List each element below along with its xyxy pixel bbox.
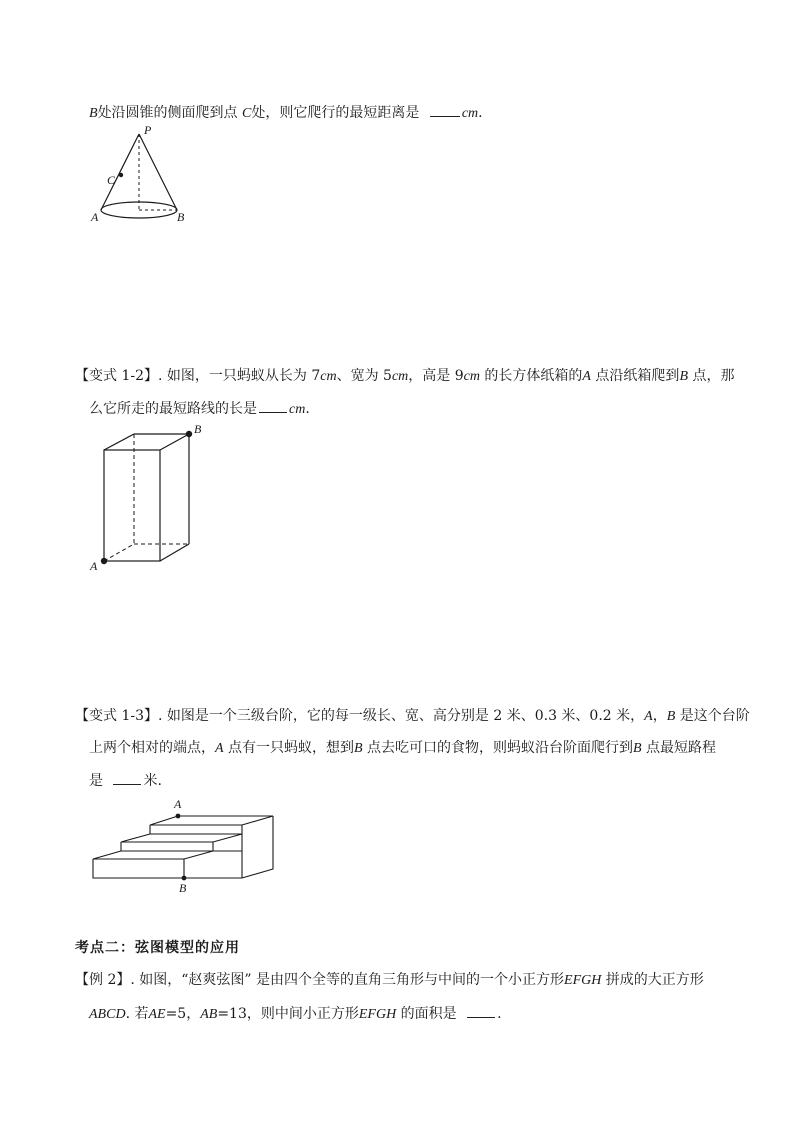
var-A: A (644, 709, 653, 724)
label-A: A (174, 797, 182, 811)
label-C: C (107, 173, 116, 187)
var-B: B (354, 741, 363, 756)
unit-cm: cm (461, 106, 479, 121)
period: . (478, 105, 483, 121)
var-B: B (666, 709, 676, 724)
text: 的面积是 (396, 1006, 457, 1022)
text: ，高是 9 (408, 368, 464, 384)
text: 上两个相对的端点， (89, 740, 215, 756)
question-label: 【变式 1-2】 (75, 368, 158, 384)
q3-text-line-2 (89, 738, 716, 759)
var-B: B (679, 369, 688, 384)
ex2-text-line-1 (75, 970, 704, 991)
answer-blank[interactable] (430, 102, 460, 117)
text: . 如图是一个三级台阶，它的每一级长、宽、高分别是 2 米、0.3 米、0.2 米， (158, 708, 645, 724)
text: 点最短路程 (641, 740, 717, 756)
text: 处，则它爬行的最短距离是 (251, 105, 420, 121)
label-A: A (90, 559, 98, 573)
text: 么它所走的最短路线的长是 (89, 401, 257, 417)
text: 点有一只蚂蚁，想到 (223, 740, 355, 756)
text: 拼成的大正方形 (601, 972, 704, 988)
question-label: 【例 2】 (75, 972, 131, 988)
var-A: A (582, 369, 591, 384)
label-B: B (179, 881, 187, 895)
q2-text-line-1 (75, 366, 734, 387)
unit-cm: cm (289, 402, 306, 417)
q2-text-line-2 (89, 398, 310, 420)
unit-cm: cm (391, 369, 409, 384)
period: . (305, 401, 310, 417)
var-ABCD: ABCD (89, 1007, 126, 1022)
text: =5， (165, 1006, 201, 1022)
var-B: B (89, 106, 98, 121)
ex2-text-line-2 (89, 1003, 502, 1025)
var-C: C (242, 106, 252, 121)
text: 点，那 (688, 368, 735, 384)
var-EFGH: EFGH (358, 1007, 397, 1022)
label-P: P (144, 123, 152, 137)
text: 是这个台阶 (675, 708, 750, 724)
var-AE: AE (148, 1007, 166, 1022)
var-A: A (215, 741, 224, 756)
text: . 若 (125, 1006, 149, 1022)
text: . 如图，一只蚂蚁从长为 7 (158, 368, 321, 384)
text: . 如图，“赵爽弦图” 是由四个全等的直角三角形与中间的一个小正方形 (130, 972, 565, 988)
var-AB: AB (200, 1007, 218, 1022)
answer-blank[interactable] (113, 770, 141, 785)
unit-cm: cm (320, 369, 337, 384)
var-EFGH: EFGH (564, 973, 602, 988)
box-figure (85, 422, 215, 577)
label-A: A (91, 210, 99, 224)
period: . (497, 1006, 502, 1022)
text: 的长方体纸箱的 (479, 368, 583, 384)
text: 点去吃可口的食物，则蚂蚁沿台阶面爬行到 (362, 740, 634, 756)
question-label: 【变式 1-3】 (75, 708, 158, 724)
section-title: 考点二：弦图模型的应用 (75, 940, 240, 956)
text: 、宽为 5 (336, 368, 392, 384)
q3-text-line-1 (75, 706, 750, 727)
text: 点沿纸箱爬到 (590, 368, 680, 384)
stairs-figure (88, 796, 288, 896)
answer-blank[interactable] (467, 1003, 495, 1018)
q1-text-line (89, 102, 483, 124)
text: ， (652, 708, 667, 724)
label-B: B (177, 210, 185, 224)
text: 处沿圆锥的侧面爬到点 (97, 105, 238, 121)
var-B: B (633, 741, 642, 756)
text: =13，则中间小正方形 (217, 1006, 359, 1022)
text: 是 (89, 773, 103, 789)
q3-text-line-3 (89, 770, 162, 791)
cone-figure (80, 122, 210, 232)
text: 米. (143, 773, 162, 789)
label-B: B (194, 422, 202, 436)
answer-blank[interactable] (259, 398, 287, 413)
unit-cm: cm (463, 369, 480, 384)
